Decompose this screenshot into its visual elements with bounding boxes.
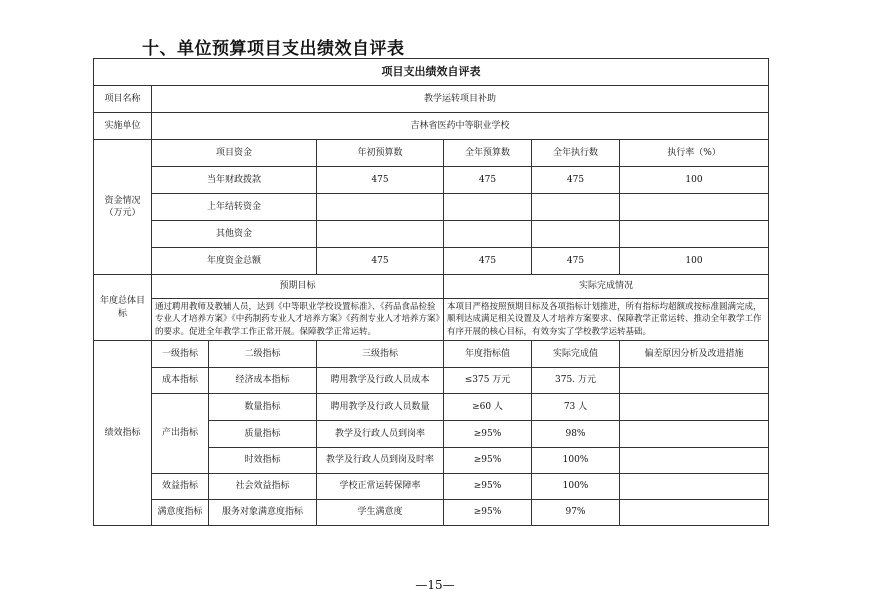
perf-level3: 聘用教学及行政人员成本	[317, 368, 444, 394]
perf-target: ≥95%	[444, 448, 532, 474]
funds-row-rate: 100	[620, 248, 769, 275]
funds-header-item: 项目资金	[152, 140, 317, 167]
goals-actual-text: 本项目严格按照预期目标及各项指标计划推进，所有指标均超额或按标准圆满完成，顺利达成满足相关设置及人才培养方案要求、保障教学正常运转、推动全年教学工作有序开展的核心目标，有效夯实了学校教学运转基础。	[444, 299, 769, 341]
page-number: —15—	[415, 578, 455, 592]
goals-content-row	[94, 299, 769, 341]
perf-header-level2: 二级指标	[209, 341, 317, 368]
perf-level2: 社会效益指标	[209, 474, 317, 500]
perf-level2: 经济成本指标	[209, 368, 317, 394]
perf-actual: 100%	[532, 474, 620, 500]
perf-header-row	[94, 341, 769, 368]
table-title-row	[94, 59, 769, 86]
project-name-label: 项目名称	[94, 86, 152, 113]
perf-note	[620, 448, 769, 474]
perf-row-cost	[94, 368, 769, 394]
perf-header-level3: 三级指标	[317, 341, 444, 368]
perf-header-actual: 实际完成值	[532, 341, 620, 368]
perf-header-target: 年度指标值	[444, 341, 532, 368]
perf-level2: 服务对象满意度指标	[209, 500, 317, 526]
perf-level3: 教学及行政人员到岗率	[317, 421, 444, 448]
perf-level3: 教学及行政人员到岗及时率	[317, 448, 444, 474]
perf-level3: 聘用教学及行政人员数量	[317, 394, 444, 421]
funds-row-initial	[317, 194, 444, 221]
perf-actual: 97%	[532, 500, 620, 526]
perf-actual: 375. 万元	[532, 368, 620, 394]
goals-actual-label: 实际完成情况	[444, 275, 769, 299]
perf-level1: 满意度指标	[152, 500, 209, 526]
funds-row-name: 其他资金	[152, 221, 317, 248]
perf-header-level1: 一级指标	[152, 341, 209, 368]
funds-header-rate: 执行率（%）	[620, 140, 769, 167]
perf-level2: 数量指标	[209, 394, 317, 421]
perf-note	[620, 368, 769, 394]
project-name-row	[94, 86, 769, 113]
funds-header-row	[94, 140, 769, 167]
funds-header-executed: 全年执行数	[532, 140, 620, 167]
evaluation-table	[93, 58, 769, 526]
table-title: 项目支出绩效自评表	[94, 59, 769, 86]
funds-row-annual: 475	[444, 167, 532, 194]
perf-level2: 质量指标	[209, 421, 317, 448]
perf-level1: 效益指标	[152, 474, 209, 500]
perf-level3: 学校正常运转保障率	[317, 474, 444, 500]
perf-actual: 73 人	[532, 394, 620, 421]
funds-row	[94, 194, 769, 221]
funds-row	[94, 248, 769, 275]
perf-level1: 成本指标	[152, 368, 209, 394]
perf-row-benefit	[94, 474, 769, 500]
funds-row-executed: 475	[532, 248, 620, 275]
funds-row-rate: 100	[620, 167, 769, 194]
unit-value: 吉林省医药中等职业学校	[152, 113, 769, 140]
funds-row-name: 年度资金总额	[152, 248, 317, 275]
funds-row-name: 当年财政拨款	[152, 167, 317, 194]
perf-target: ≥95%	[444, 421, 532, 448]
goals-header-row	[94, 275, 769, 299]
goals-expected-label: 预期目标	[152, 275, 444, 299]
perf-level3: 学生满意度	[317, 500, 444, 526]
perf-header-note: 偏差原因分析及改进措施	[620, 341, 769, 368]
funds-row-initial	[317, 221, 444, 248]
unit-row	[94, 113, 769, 140]
perf-level2: 时效指标	[209, 448, 317, 474]
perf-target: ≥95%	[444, 474, 532, 500]
perf-level1: 产出指标	[152, 394, 209, 474]
funds-row-name: 上年结转资金	[152, 194, 317, 221]
funds-row-executed: 475	[532, 167, 620, 194]
goals-expected-text: 通过聘用教师及教辅人员，达到《中等职业学校设置标准》、《药品食品检验专业人才培养方案》《中药制药专业人才培养方案》《药剂专业人才培养方案》的要求。促进全年教学工作正常开展。保障教学正常运转。	[152, 299, 444, 341]
perf-note	[620, 474, 769, 500]
perf-actual: 100%	[532, 448, 620, 474]
funds-header-initial: 年初预算数	[317, 140, 444, 167]
perf-target: ≥95%	[444, 500, 532, 526]
funds-row-executed	[532, 221, 620, 248]
funds-row	[94, 221, 769, 248]
perf-note	[620, 500, 769, 526]
perf-target: ≥60 人	[444, 394, 532, 421]
funds-row	[94, 167, 769, 194]
funds-section-label: 资金情况 （万元）	[94, 140, 152, 275]
perf-target: ≤375 万元	[444, 368, 532, 394]
funds-row-annual: 475	[444, 248, 532, 275]
unit-label: 实施单位	[94, 113, 152, 140]
funds-row-annual	[444, 221, 532, 248]
perf-row-output	[94, 394, 769, 421]
goals-section-label: 年度总体目标	[94, 275, 152, 341]
perf-actual: 98%	[532, 421, 620, 448]
funds-row-rate	[620, 194, 769, 221]
funds-row-initial: 475	[317, 248, 444, 275]
project-name-value: 教学运转项目补助	[152, 86, 769, 113]
funds-row-initial: 475	[317, 167, 444, 194]
page-heading: 十、单位预算项目支出绩效自评表	[142, 39, 405, 59]
funds-row-rate	[620, 221, 769, 248]
funds-row-executed	[532, 194, 620, 221]
perf-note	[620, 421, 769, 448]
funds-row-annual	[444, 194, 532, 221]
perf-note	[620, 394, 769, 421]
perf-row-satisfaction	[94, 500, 769, 526]
perf-section-label: 绩效指标	[94, 341, 152, 526]
funds-header-annual: 全年预算数	[444, 140, 532, 167]
